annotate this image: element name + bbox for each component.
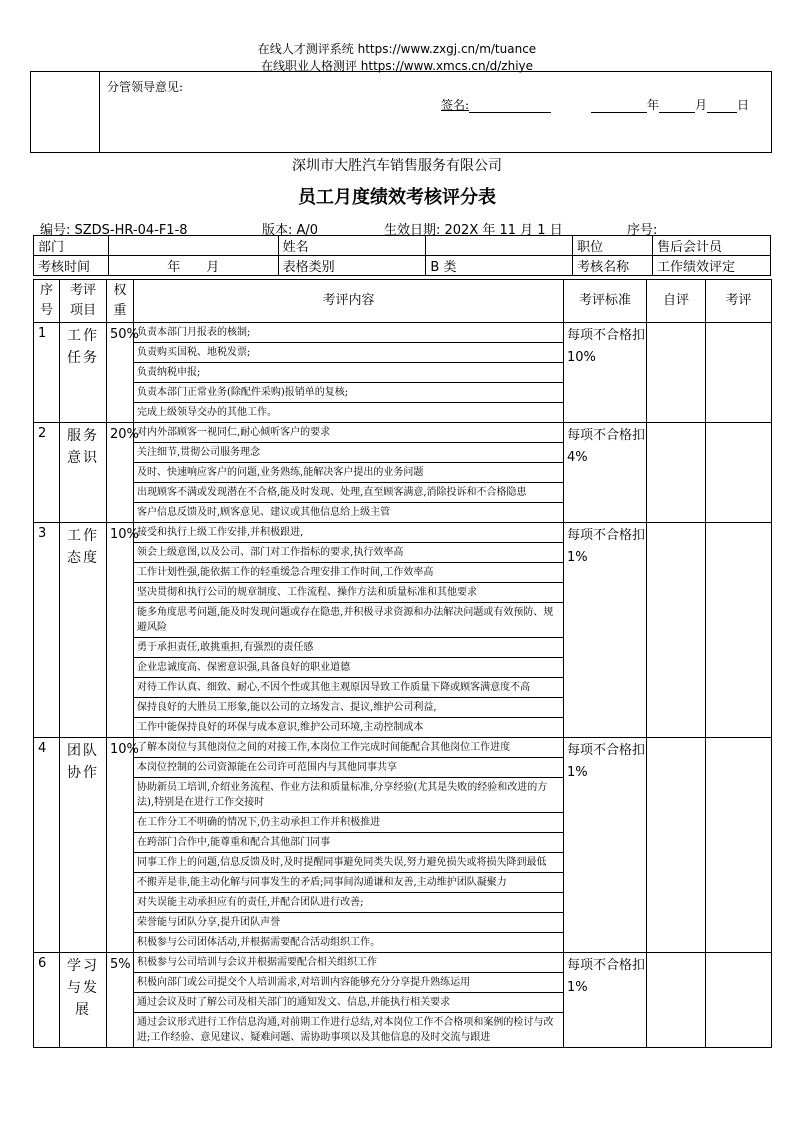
period-value[interactable]: 年 月 [108, 256, 278, 276]
section-standard: 每项不合格扣 1% [564, 953, 647, 1048]
content-item: 对失误能主动承担应有的责任,并配合团队进行改善; [134, 893, 564, 913]
content-item: 本岗位控制的公司资源能在公司许可范围内与其他同事共享 [134, 758, 564, 778]
col-review: 考评 [706, 280, 772, 323]
self-score-cell[interactable] [647, 523, 706, 738]
period-label: 考核时间 [34, 256, 109, 276]
content-item: 负责本部门正常业务(除配件采购)报销单的复核; [134, 383, 564, 403]
section-standard: 每项不合格扣 1% [564, 738, 647, 953]
section-weight: 5% [107, 953, 134, 1048]
table-row [34, 523, 772, 543]
section-weight: 20% [107, 423, 134, 523]
content-item: 客户信息反馈及时,顾客意见、建议或其他信息给上级主管 [134, 503, 564, 523]
section-number: 3 [34, 523, 60, 738]
section-item: 工作态度 [60, 523, 107, 738]
content-item: 负责本部门月报表的核制; [134, 323, 564, 343]
year-label: 年 [647, 98, 660, 112]
table-row [34, 423, 772, 443]
content-item: 关注细节,贯彻公司服务理念 [134, 443, 564, 463]
day-label: 日 [737, 98, 750, 112]
content-item: 协助新员工培训,介绍业务流程、作业方法和质量标准,分享经验(尤其是失败的经验和改进的方法),特别是在进行工作交接时 [134, 778, 564, 813]
assess-name-value: 工作绩效评定 [653, 256, 771, 276]
header-line-1: 在线人才测评系统 https://www.zxgj.cn/m/tuance [257, 42, 537, 56]
content-item: 对待工作认真、细致、耐心,不因个性或其他主观原因导致工作质量下降或顾客满意度不高 [134, 678, 564, 698]
review-score-cell[interactable] [706, 523, 772, 738]
col-content: 考评内容 [134, 280, 564, 323]
info-table [33, 235, 771, 276]
content-item: 出现顾客不满或发现潜在不合格,能及时发现、处理,直至顾客满意,消除投诉和不合格隐患 [134, 483, 564, 503]
content-item: 接受和执行上级工作安排,并积极跟进, [134, 523, 564, 543]
content-item: 及时、快速响应客户的问题,业务熟练,能解决客户提出的业务问题 [134, 463, 564, 483]
date-field[interactable] [591, 96, 749, 113]
review-score-cell[interactable] [706, 323, 772, 423]
content-item: 领会上级意图,以及公司、部门对工作指标的要求,执行效率高 [134, 543, 564, 563]
form-type-value: B 类 [426, 256, 573, 276]
content-item: 通过会议形式进行工作信息沟通,对前期工作进行总结,对本岗位工作不合格项和案例的检讨与改进;工作经验、意见建议、疑难问题、需协助事项以及其他信息的及时交流与跟进 [134, 1013, 564, 1048]
position-value: 售后会计员 [653, 236, 771, 256]
effective-date: 生效日期: 202X 年 11 月 1 日 [384, 223, 563, 238]
table-row [34, 323, 772, 343]
form-version: 版本: A/0 [262, 223, 319, 238]
evaluation-body [34, 323, 772, 1048]
position-label: 职位 [573, 236, 653, 256]
section-item: 学习与发展 [60, 953, 107, 1048]
section-item: 工作任务 [60, 323, 107, 423]
content-item: 能多角度思考问题,能及时发现问题或存在隐患,并积极寻求资源和办法解决问题或有效预防、规避风险 [134, 603, 564, 638]
section-item: 服务意识 [60, 423, 107, 523]
approval-blank-cell [31, 72, 100, 152]
approval-label: 分管领导意见: [107, 80, 184, 94]
table-row [34, 738, 772, 758]
col-self: 自评 [647, 280, 706, 323]
form-seq: 序号: [627, 223, 658, 238]
content-item: 对内外部顾客一视同仁,耐心倾听客户的要求 [134, 423, 564, 443]
section-number: 1 [34, 323, 60, 423]
content-item: 完成上级领导交办的其他工作。 [134, 403, 564, 423]
section-standard: 每项不合格扣 10% [564, 323, 647, 423]
self-score-cell[interactable] [647, 323, 706, 423]
review-score-cell[interactable] [706, 738, 772, 953]
section-number: 6 [34, 953, 60, 1048]
form-code: 编号: SZDS-HR-04-F1-8 [40, 223, 188, 238]
dept-value[interactable] [108, 236, 278, 256]
signature-label: 签名: [441, 98, 470, 112]
review-score-cell[interactable] [706, 953, 772, 1048]
content-item: 通过会议及时了解公司及相关部门的通知发文、信息,并能执行相关要求 [134, 993, 564, 1013]
content-item: 不搬弄是非,能主动化解与同事发生的矛盾;同事间沟通谦和友善,主动维护团队凝聚力 [134, 873, 564, 893]
content-item: 同事工作上的问题,信息反馈及时,及时提醒同事避免同类失误,努力避免损失或将损失降到最低 [134, 853, 564, 873]
content-item: 保持良好的大胜员工形象,能以公司的立场发言、提议,维护公司利益, [134, 698, 564, 718]
evaluation-table [33, 279, 772, 1048]
content-item: 积极向部门或公司提交个人培训需求,对培训内容能够充分分享提升熟练运用 [134, 973, 564, 993]
content-item: 在工作分工不明确的情况下,仍主动承担工作并积极推进 [134, 813, 564, 833]
dept-label: 部门 [34, 236, 109, 256]
content-item: 负责纳税申报; [134, 363, 564, 383]
self-score-cell[interactable] [647, 423, 706, 523]
content-item: 荣誉能与团队分享,提升团队声誉 [134, 913, 564, 933]
col-weight: 权重 [107, 280, 134, 323]
section-number: 4 [34, 738, 60, 953]
content-item: 积极参与公司培训与会议并根据需要配合相关组织工作 [134, 953, 564, 973]
company-name: 深圳市大胜汽车销售服务有限公司 [292, 158, 502, 174]
content-item: 积极参与公司团体活动,并根据需要配合活动组织工作。 [134, 933, 564, 953]
month-label: 月 [695, 98, 708, 112]
section-weight: 50% [107, 323, 134, 423]
content-item: 了解本岗位与其他岗位之间的对接工作,本岗位工作完成时间能配合其他岗位工作进度 [134, 738, 564, 758]
form-type-label: 表格类别 [278, 256, 426, 276]
self-score-cell[interactable] [647, 738, 706, 953]
section-standard: 每项不合格扣 4% [564, 423, 647, 523]
col-item: 考评项目 [60, 280, 107, 323]
signature-field[interactable] [441, 96, 551, 113]
content-item: 在跨部门合作中,能尊重和配合其他部门同事 [134, 833, 564, 853]
section-standard: 每项不合格扣 1% [564, 523, 647, 738]
section-item: 团队协作 [60, 738, 107, 953]
section-weight: 10% [107, 738, 134, 953]
col-standard: 考评标准 [564, 280, 647, 323]
content-item: 勇于承担责任,敢挑重担,有强烈的责任感 [134, 638, 564, 658]
assess-name-label: 考核名称 [573, 256, 653, 276]
content-item: 工作计划性强,能依据工作的轻重缓急合理安排工作时间,工作效率高 [134, 563, 564, 583]
self-score-cell[interactable] [647, 953, 706, 1048]
content-item: 坚决贯彻和执行公司的规章制度、工作流程、操作方法和质量标准和其他要求 [134, 583, 564, 603]
content-item: 工作中能保持良好的环保与成本意识,维护公司环境,主动控制成本 [134, 718, 564, 738]
content-item: 负责购买国税、地税发票; [134, 343, 564, 363]
header-line-2: 在线职业人格测评 https://www.xmcs.cn/d/zhiye [260, 59, 534, 73]
page-title: 员工月度绩效考核评分表 [298, 187, 496, 208]
content-item: 企业忠诚度高、保密意识强,具备良好的职业道德 [134, 658, 564, 678]
review-score-cell[interactable] [706, 423, 772, 523]
table-row [34, 953, 772, 973]
section-weight: 10% [107, 523, 134, 738]
name-value[interactable] [426, 236, 573, 256]
name-label: 姓名 [278, 236, 426, 256]
col-seq: 序号 [34, 280, 60, 323]
section-number: 2 [34, 423, 60, 523]
approval-box [30, 71, 772, 153]
